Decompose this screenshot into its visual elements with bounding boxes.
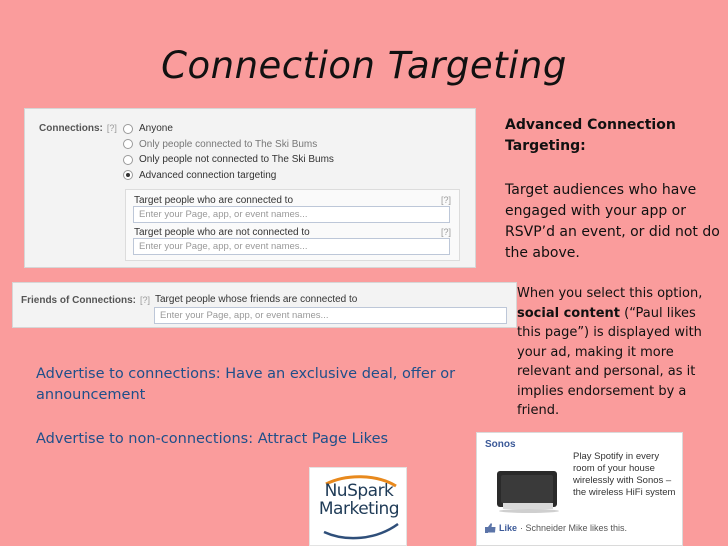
help-icon[interactable]: [?]	[106, 123, 117, 133]
advanced-connection-heading: Advanced Connection Targeting:	[505, 117, 676, 154]
slide-title: Connection Targeting	[161, 44, 567, 87]
social-content-emphasis: social content	[517, 305, 620, 321]
sonos-ad-preview[interactable]	[476, 432, 683, 546]
friends-connected-input[interactable]	[154, 307, 507, 324]
advertise-connections-text: Advertise to connections: Have an exclusive deal, offer or announcement	[36, 366, 456, 403]
advertise-non-connections-text: Advertise to non-connections: Attract Page Likes	[36, 431, 389, 447]
ad-social-context	[485, 523, 627, 533]
radio-option-advanced[interactable]: Advanced connection targeting	[123, 168, 334, 184]
like-link[interactable]: Like	[499, 523, 518, 533]
social-endorsement: · Schneider Mike likes this.	[520, 523, 628, 533]
help-icon[interactable]: [?]	[440, 227, 451, 237]
connected-to-input[interactable]	[133, 206, 450, 223]
radio-button[interactable]	[123, 155, 133, 165]
thumbs-up-icon	[485, 523, 496, 533]
radio-button[interactable]	[123, 124, 133, 134]
radio-option-anyone[interactable]: Anyone	[123, 121, 334, 137]
connections-radio-group	[123, 121, 334, 183]
radio-button[interactable]	[123, 139, 133, 149]
not-connected-to-input[interactable]	[133, 238, 450, 255]
ad-copy: Play Spotify in every room of your house wirelessly with Sonos – the wireless HiFi system	[573, 451, 676, 498]
radio-option-not-connected[interactable]: Only people not connected to The Ski Bums	[123, 152, 334, 168]
help-icon[interactable]: [?]	[440, 195, 451, 205]
radio-button-selected[interactable]	[123, 170, 133, 180]
friends-connected-label: Target people whose friends are connected to	[155, 294, 358, 305]
friends-of-connections-label: Friends of Connections: [?]	[21, 295, 151, 306]
ad-brand[interactable]: Sonos	[485, 439, 516, 450]
connections-panel	[24, 108, 476, 268]
nuspark-marketing-logo	[309, 467, 407, 546]
social-content-note: When you select this option, social content (“Paul likes this page”) is displayed with your ad, making it more relevant and personal, as it implies endorsement by a friend.	[517, 286, 703, 418]
advanced-connection-description: Target audiences who have engaged with your app or RSVP’d an event, or did not do the above.	[505, 182, 720, 261]
logo-line-1: NuSpark	[324, 481, 394, 501]
friends-of-connections-panel	[12, 282, 517, 328]
connected-to-label: Target people who are connected to	[134, 195, 293, 206]
advanced-targeting-box	[125, 189, 460, 261]
connections-label: Connections: [?]	[39, 123, 117, 134]
help-icon[interactable]: [?]	[140, 295, 151, 305]
speaker-image	[495, 465, 563, 515]
logo-line-2: Marketing	[318, 499, 400, 519]
radio-option-connected[interactable]: Only people connected to The Ski Bums	[123, 137, 334, 153]
not-connected-to-label: Target people who are not connected to	[134, 227, 310, 238]
